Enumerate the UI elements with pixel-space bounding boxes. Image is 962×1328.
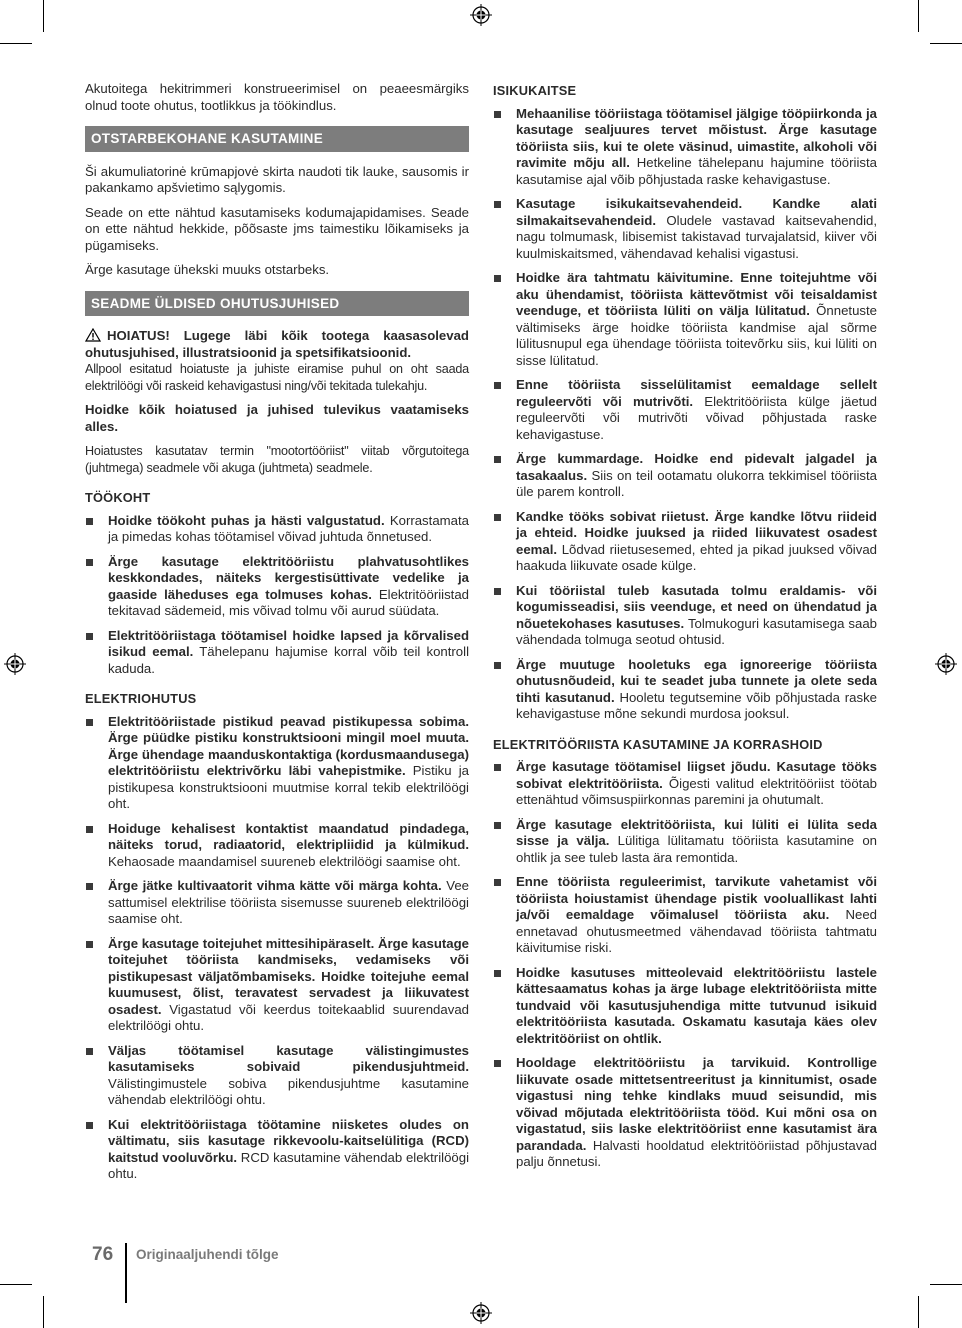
registration-mark-icon <box>470 1302 492 1324</box>
list-item <box>85 936 469 1035</box>
item-bold: Hoidke töökoht puhas ja hästi valgustatud. <box>108 512 385 528</box>
item-bold: Elektritööriistaga töötamisel hoidke lapsed ja kõrvalised isikud eemal. <box>108 627 469 659</box>
item-text: Välistingimustele sobiva pikendusjuhtme kasutamine vähendab elektrilöögi ohtu. <box>108 1075 469 1107</box>
item-bold: Hoidke ära tahtmatu käivitumine. Enne toitejuhtme või aku ühendamist, tööriista kättevõtmist või teisaldamist veenduge, et tööriista lüliti on välja lülitatud. <box>516 270 877 318</box>
item-text: Vigastatud või keerdus toitekaablid suurendavad elektrilöögi ohtu. <box>108 1001 469 1033</box>
keep-instructions-note: Hoidke kõik hoiatused ja juhised tulevikus vaatamiseks alles. <box>85 402 469 434</box>
tool-use-list <box>493 759 877 1171</box>
section-heading-intended-use: OTSTARBEKOHANE KASUTAMINE <box>85 126 469 152</box>
crop-mark <box>43 1296 44 1328</box>
item-text: Elektritööriistad tekitavad sädemeid, mis võivad tolmu või aurud süüdata. <box>108 586 469 618</box>
warning-text: Allpool esitatud hoiatuste ja juhiste eiramise puhul on oht saada elektrilöögi või raskeid kehavigastusi ning/või tekitada tulekahju. <box>85 362 469 393</box>
item-text: Oludele vastavad kaitsevahendid, nagu tolmumask, libisemist takistavad turvajalatsid, kiiver või kuulmiskaitsmed, vähendavad kehalisi vigastusi. <box>516 212 877 261</box>
item-text: Hooletu tegutsemine võib põhjustada raske kehavigastuse mõne sekundi murdosa jooksul. <box>516 689 877 721</box>
list-item <box>493 509 877 575</box>
list-item <box>493 583 877 649</box>
warning-heading <box>85 328 469 361</box>
item-bold: Ärge kasutage toitejuhet mittesihipäraselt. Ärge kasutage toitejuhet tööriista kandmiseks, vedamiseks või pistikupesast väljatõmbamiseks. Hoidke toitejuhe eemal kuumusest, õlist, teravatest servadest ja liikuvatest osadest. <box>108 935 469 1017</box>
list-item <box>85 513 469 546</box>
subheading-personal-safety: ISIKUKAITSE <box>493 83 577 98</box>
list-item <box>85 714 469 813</box>
item-bold: Ärge jätke kultivaatorit vihma kätte või märga kohta. <box>108 878 442 893</box>
item-bold: Mehaanilise tööriistaga töötamisel jälgige tööpiirkonda ja kasutage sealjuures tervet mõistust. Ärge kasutage tööriista siis, kui te olete väsinud, uimastite, alkoholi või ravimite mõju all. <box>516 105 877 170</box>
subheading-electrical-safety: ELEKTRIOHUTUS <box>85 691 197 706</box>
item-text: Hetkeline tähelepanu hajumine tööriista kasutamise ajal võib põhjustada raske kehavigastuse. <box>516 155 877 187</box>
registration-mark-icon <box>470 4 492 26</box>
item-text: Tolmukoguri kasutamisega saab vähendada tolmuga seotud ohtusid. <box>516 615 877 647</box>
footer-divider <box>125 1243 127 1303</box>
crop-mark <box>0 1284 32 1285</box>
item-bold: Enne tööriista sisselülitamist eemaldage sellelt reguleervõti või mutrivõti. <box>516 377 877 409</box>
list-item <box>85 878 469 928</box>
item-text: Pistiku ja pistikupesa konstruktsiooni muutmise korral tekib elektrilöögi oht. <box>108 763 469 811</box>
warning-bold-text: HOIATUS! Lugege läbi kõik tootega kaasasolevad ohutusjuhised, illustratsioonid ja spetsifikatsioonid. <box>85 328 469 360</box>
item-bold: Ärge kasutage töötamisel liigset jõudu. Kasutage tööks sobivat elektritööriista. <box>516 759 877 791</box>
crop-mark <box>930 43 962 44</box>
crop-mark <box>918 1296 919 1328</box>
list-item <box>493 377 877 443</box>
item-bold: Ärge kummardage. Hoidke end pidevalt jalgadel ja tasakaalus. <box>516 451 877 483</box>
item-bold: Hoidke kasutuses mitteolevaid elektritööriistu lastele kättesaamatus kohas ja ärge lubage elektritööriista mitte tundvaid või kasutusjuhendiga mitte tutvunud isikuid elektritööriista kasutada. Oskamatu kasutaja käes olev elektritööriist on ohtlik. <box>516 964 877 1046</box>
item-bold: Kui elektritööriistaga töötamine niisketes oludes on vältimatu, siis kasutage rikkevoolu-kaitselülitiga (RCD) kaitstud vooluvõrku. <box>108 1116 469 1165</box>
subheading-tool-use-care: ELEKTRITÖÖRIISTA KASUTAMINE JA KORRASHOID <box>493 736 823 752</box>
item-bold: Väljas töötamisel kasutage välistingimustes kasutamiseks sobivaid pikendusjuhtmeid. <box>108 1042 469 1074</box>
list-item <box>493 270 877 369</box>
list-item <box>493 874 877 957</box>
registration-mark-icon <box>4 653 26 675</box>
crop-mark <box>43 0 44 32</box>
intended-use-paragraph: Ärge kasutage ühekski muuks otstarbeks. <box>85 262 330 277</box>
list-item <box>493 106 877 189</box>
item-bold: Hoiduge kehalisest kontaktist maandatud pindadega, näiteks torud, radiaatorid, elektripliidid ja külmikud. <box>108 820 469 852</box>
item-text: Kehaosade maandamisel suureneb elektrilöögi saamise oht. <box>108 853 461 869</box>
item-bold: Kui tööriistal tuleb kasutada tolmu eraldamis- või kogumisseadisi, siis veenduge, et need on ühendatud ja nõuetekohases kasutuses. <box>516 582 877 631</box>
item-bold: Kasutage isikukaitsevahendeid. Kandke alati silmakaitsevahendeid. <box>516 196 877 228</box>
item-bold: Elektritööriistade pistikud peavad pistikupessa sobima. Ärge püüdke pistiku konstruktsiooni mingil moel muuta. Ärge ühendage maanduskontaktiga (kordusmaandusega) elektritööriistu elektrivõrku läbi vahepistmike. <box>108 713 469 778</box>
list-item <box>493 196 877 262</box>
item-text: Korrastamata ja pimedas kohas töötamisel võivad juhtuda õnnetused. <box>108 512 469 544</box>
list-item <box>85 821 469 871</box>
list-item <box>493 817 877 867</box>
item-text: Siis on teil ootamatu olukorra tekkimisel tööriista üle parem kontroll. <box>516 467 877 499</box>
item-bold: Enne tööriista reguleerimist, tarvikute vahetamist või tööriista hoiustamist ühendage pistik vooluallikast lahti ja/või eemaldage võimalusel tööriista aku. <box>516 874 877 922</box>
registration-mark-icon <box>935 653 957 675</box>
crop-mark <box>0 43 32 44</box>
crop-mark <box>918 0 919 32</box>
list-item <box>85 1117 469 1183</box>
personal-safety-list <box>493 106 877 723</box>
right-column <box>493 81 877 1179</box>
list-item <box>85 1043 469 1109</box>
item-text: Elektritööriista külge jäetud reguleervõti või mutrivõti võivad põhjustada raske kehavigastuse. <box>516 393 877 442</box>
item-text: Õigesti valitud elektritööriist töötab ettenähtud võimsuspiirkonnas paremini ja ohutumalt. <box>516 775 877 807</box>
list-item <box>493 965 877 1048</box>
workplace-list <box>85 513 469 678</box>
list-item <box>493 451 877 501</box>
item-bold: Ärge kasutage elektritööriista, kui lüliti ei lülita seda sisse ja välja. <box>516 816 877 848</box>
item-text: Need ennetavad ohutusmeetmed vähendavad tööriista tahtmatu käivitumise riski. <box>516 907 877 955</box>
list-item <box>493 1055 877 1171</box>
left-column <box>85 81 469 1191</box>
term-definition: Hoiatustes kasutatav termin "mootortööriist" viitab võrgutoitega (juhtmega) seadmele või akuga (juhtmeta) seadmele. <box>85 444 469 475</box>
electrical-list <box>85 714 469 1183</box>
item-bold: Hooldage elektritööriistu ja tarvikuid. Kontrollige liikuvate osade mittetsentreeritust ja kinnitumist, osade vigastusi ning tehke kindlaks muud seisundid, mis võivad mõjutada elektritööriista tööd. Kui mõni osa on vigastatud, siis laske elektritööriist enne kasutamist ära parandada. <box>516 1055 877 1153</box>
page-number: 76 <box>92 1244 114 1265</box>
item-text: Vee sattumisel elektrilise tööriista sisemusse suureneb elektrilöögi saamise oht. <box>108 878 469 926</box>
intro-paragraph: Akutoitega hekitrimmeri konstrueerimisel on peaeesmärgiks olnud toote ohutus, tootlikkus ja töökindlus. <box>85 81 469 113</box>
item-bold: Kandke tööks sobivat riietust. Ärge kandke lõtvu riideid ja ehteid. Hoidke juuksed ja riided liikuvatest osadest eemal. <box>516 508 877 557</box>
footer-label: Originaaljuhendi tõlge <box>136 1247 279 1262</box>
subheading-workplace: TÖÖKOHT <box>85 490 151 505</box>
list-item <box>493 759 877 809</box>
item-text: Lõdvad riietusesemed, ehted ja pikad juuksed võivad haakuda liikuvate osade külge. <box>516 541 877 573</box>
item-bold: Ärge muutuge hooletuks ega ignoreerige tööriista ohutusnõudeid, kui te seadet juba tunnete ja olete seda tihti kasutanud. <box>516 656 877 705</box>
item-text: Tähelepanu hajumise korral võib teil kontroll kaduda. <box>108 644 469 676</box>
intended-use-paragraph: Ši akumuliatorinė krūmapjovė skirta naudoti tik lauke, sausomis ir pakankamo apšvietimo sąlygomis. <box>85 163 469 195</box>
item-bold: Ärge kasutage elektritööriistu plahvatusohtlikes keskkondades, näiteks kergestisüttivate vedelike ja gaaside läheduses ega tolmuses kohas. <box>108 553 469 602</box>
list-item <box>85 554 469 620</box>
item-text: RCD kasutamine vähendab elektrilöögi ohtu. <box>108 1149 469 1181</box>
crop-mark <box>930 1284 962 1285</box>
warning-triangle-icon <box>85 328 101 342</box>
item-text: Lülitiga lülitamatu tööriista kasutamine on ohtlik ja see tuleb lasta ära remontida. <box>516 833 877 865</box>
item-text: Halvasti hooldatud elektritööriistad põhjustavad palju õnnetusi. <box>516 1137 877 1169</box>
intended-use-paragraph: Seade on ette nähtud kasutamiseks kodumajapidamises. Seade on ette nähtud hekkide, põõsaste jms taimestiku lõikamiseks ja pügamiseks. <box>85 204 469 253</box>
section-heading-general-safety: SEADME ÜLDISED OHUTUSJUHISED <box>85 291 469 317</box>
list-item <box>493 657 877 723</box>
list-item <box>85 628 469 678</box>
item-text: Õnnetuste vältimiseks ärge hoidke tööriista kandmise ajal sõrme lülitusnupul ega ühendage tööriista toitevõrku siis, kui lüliti on sisse lülitatud. <box>516 303 877 368</box>
